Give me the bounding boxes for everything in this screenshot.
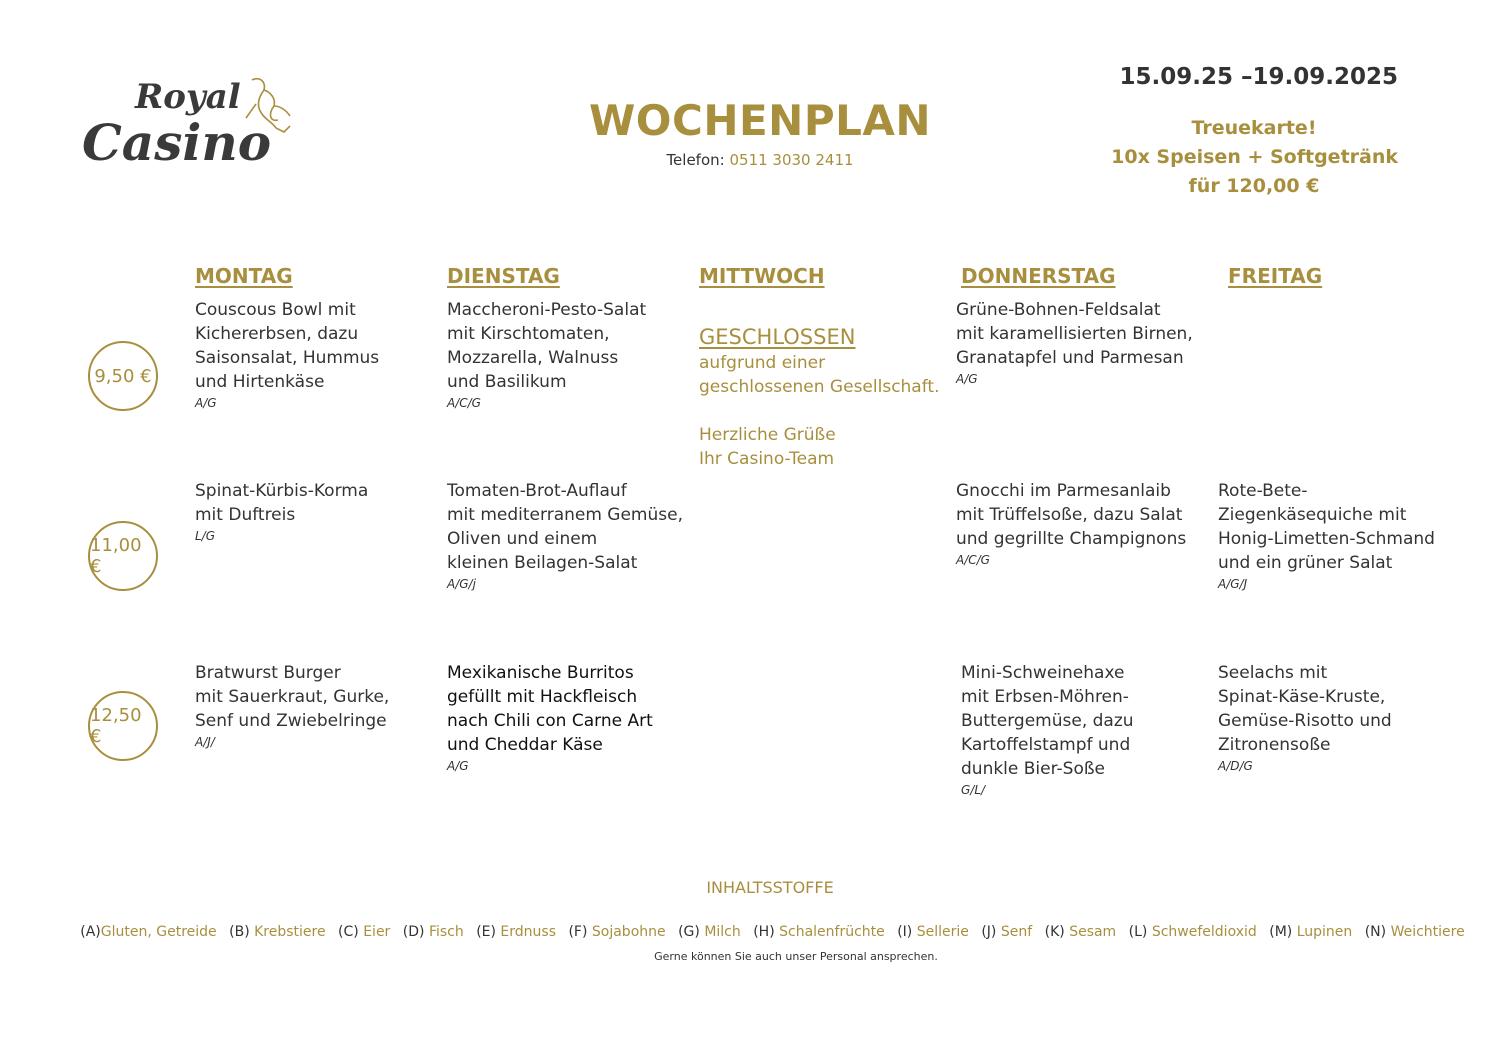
day-header-freitag: FREITAG	[1228, 264, 1323, 288]
loyalty-line-1: Treuekarte!	[1191, 117, 1317, 139]
ingredient-item: (H) Schalenfrüchte	[753, 924, 885, 940]
day-header-donnerstag: DONNERSTAG	[961, 264, 1116, 288]
menu-item	[1218, 661, 1458, 773]
phone-label: Telefon:	[666, 151, 725, 169]
allergen-codes: A/G	[195, 396, 217, 410]
menu-item	[195, 661, 435, 749]
allergen-codes: A/G	[956, 372, 978, 386]
staff-note: Gerne können Sie auch unser Personal ansprechen.	[654, 950, 938, 963]
menu-item	[447, 298, 687, 410]
closed-notice	[699, 325, 949, 471]
ingredient-item: (A)Gluten, Getreide	[80, 924, 217, 940]
menu-item	[447, 661, 687, 773]
menu-item	[447, 479, 697, 591]
phone-line	[560, 151, 960, 169]
ingredient-item: (M) Lupinen	[1269, 924, 1353, 940]
loyalty-offer	[1110, 114, 1398, 201]
dish-text: Mini-Schweinehaxe mit Erbsen-Möhren- Buttergemüse, dazu Kartoffelstampf und dunkle Bier-Soße	[961, 663, 1134, 779]
loyalty-line-2: 10x Speisen + Softgetränk	[1111, 146, 1398, 168]
ingredients-legend	[0, 924, 1497, 940]
price-badge-1: 9,50 €	[88, 341, 158, 411]
allergen-codes: A/G/j	[447, 577, 476, 591]
date-range: 15.09.25 –19.09.2025	[1119, 64, 1398, 90]
logo-word-royal: Royal	[135, 77, 241, 117]
ingredient-item: (N) Weichtiere	[1364, 924, 1465, 940]
allergen-codes: A/G	[447, 759, 469, 773]
ingredient-item: (E) Erdnuss	[476, 924, 556, 940]
price-badge-2: 11,00 €	[88, 521, 158, 591]
ingredient-item: (B) Krebstiere	[229, 924, 326, 940]
allergen-codes: A/C/G	[447, 396, 481, 410]
allergen-codes: L/G	[195, 529, 216, 543]
ingredients-title: INHALTSSTOFFE	[706, 878, 834, 897]
closed-greeting: Herzliche Grüße Ihr Casino-Team	[699, 425, 836, 469]
allergen-codes: A/C/G	[956, 553, 990, 567]
menu-item	[961, 661, 1201, 797]
dish-text: Rote-Bete- Ziegenkäsequiche mit Honig-Limetten-Schmand und ein grüner Salat	[1218, 481, 1435, 573]
allergen-codes: A/J/	[195, 735, 215, 749]
day-header-mittwoch: MITTWOCH	[699, 264, 825, 288]
ingredient-item: (G) Milch	[678, 924, 741, 940]
allergen-codes: A/G/J	[1218, 577, 1248, 591]
ingredient-item: (L) Schwefeldioxid	[1128, 924, 1257, 940]
dish-text: Seelachs mit Spinat-Käse-Kruste, Gemüse-Risotto und Zitronensoße	[1218, 663, 1392, 755]
logo-word-casino: Casino	[82, 113, 272, 170]
page-title: WOCHENPLAN	[588, 96, 932, 145]
price-badge-3: 12,50 €	[88, 691, 158, 761]
menu-item	[195, 479, 435, 543]
day-header-montag: MONTAG	[195, 264, 293, 288]
menu-item	[956, 298, 1206, 386]
allergen-codes: A/D/G	[1218, 759, 1253, 773]
loyalty-line-3: für 120,00 €	[1188, 175, 1320, 197]
ingredient-item: (K) Sesam	[1044, 924, 1117, 940]
menu-item	[1218, 479, 1478, 591]
closed-heading: GESCHLOSSEN	[699, 325, 856, 349]
phone-number[interactable]: 0511 3030 2411	[729, 151, 854, 169]
ingredient-item: (D) Fisch	[402, 924, 464, 940]
dish-text: Gnocchi im Parmesanlaib mit Trüffelsoße, dazu Salat und gegrillte Champignons	[956, 481, 1187, 549]
ingredient-item: (F) Sojabohne	[568, 924, 666, 940]
dish-text: Couscous Bowl mit Kichererbsen, dazu Saisonsalat, Hummus und Hirtenkäse	[195, 300, 380, 392]
dish-text: Mexikanische Burritos gefüllt mit Hackfleisch nach Chili con Carne Art und Cheddar Käse	[447, 663, 653, 755]
dish-text: Maccheroni-Pesto-Salat mit Kirschtomaten, Mozzarella, Walnuss und Basilikum	[447, 300, 647, 392]
royal-casino-logo	[80, 70, 300, 170]
ingredient-item: (C) Eier	[338, 924, 391, 940]
ingredient-item: (I) Sellerie	[897, 924, 969, 940]
menu-item	[956, 479, 1206, 567]
dish-text: Bratwurst Burger mit Sauerkraut, Gurke, Senf und Zwiebelringe	[195, 663, 390, 731]
allergen-codes: G/L/	[961, 783, 986, 797]
dish-text: Grüne-Bohnen-Feldsalat mit karamellisierten Birnen, Granatapfel und Parmesan	[956, 300, 1193, 368]
menu-item	[195, 298, 435, 410]
dish-text: Tomaten-Brot-Auflauf mit mediterranem Gemüse, Oliven und einem kleinen Beilagen-Salat	[447, 481, 683, 573]
ingredient-item: (J) Senf	[981, 924, 1033, 940]
day-header-dienstag: DIENSTAG	[447, 264, 560, 288]
dish-text: Spinat-Kürbis-Korma mit Duftreis	[195, 481, 369, 525]
closed-reason: aufgrund einer geschlossenen Gesellschaft.	[699, 353, 940, 397]
